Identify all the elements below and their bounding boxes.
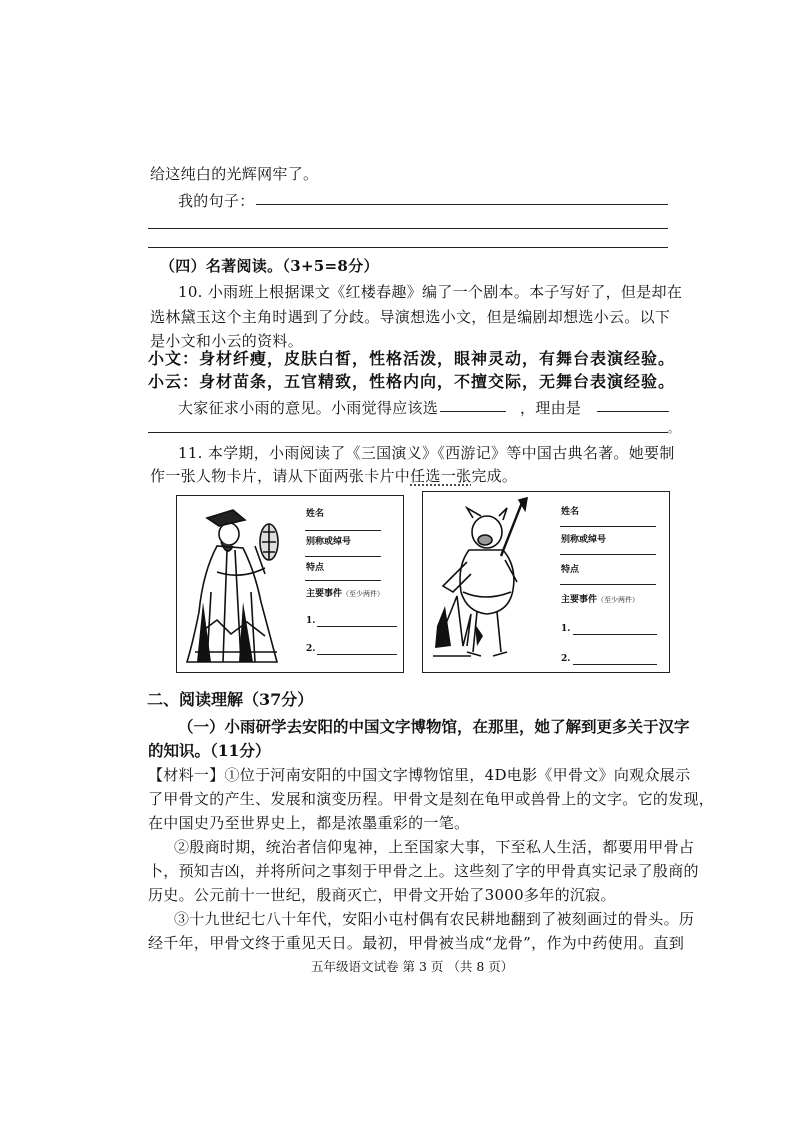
card2-trait-label: 特点 [561, 565, 580, 575]
card1-alias-label: 别称或绰号 [306, 537, 352, 547]
part2-sub1-line2: 的知识。（11分） [148, 741, 271, 760]
xiaowen-profile: 小文：身材纤瘦，皮肤白皙，性格活泼，眼神灵动，有舞台表演经验。 [148, 349, 676, 368]
card2-events-text: 主要事件 [561, 595, 598, 605]
q9-tail-line: 给这纯白的光辉网牢了。 [150, 165, 319, 183]
q11-line2-b: 完成。 [471, 467, 518, 485]
q10-ask-a: 大家征求小雨的意见。小雨觉得应该选 [178, 399, 439, 417]
card1-item1-label: 1. [306, 616, 316, 626]
card2-name-blank[interactable] [560, 526, 656, 527]
part2-sub1-line1: （一）小雨研学去安阳的中国文字博物馆，在那里，她了解到更多关于汉字 [178, 717, 690, 736]
q10-line3: 是小文和小云的资料。 [150, 332, 304, 350]
character-card-1[interactable] [176, 495, 404, 673]
answer-line-2[interactable] [148, 228, 668, 229]
card1-item1-blank[interactable] [317, 626, 397, 627]
my-sentence-label: 我的句子： [178, 192, 255, 210]
card2-item1-label: 1. [561, 624, 571, 634]
xiaoyun-profile: 小云：身材苗条，五官精致，性格内向，不擅交际，无舞台表演经验。 [148, 372, 676, 391]
scholar-figure-illustration [181, 502, 287, 668]
q10-line1: 10. 小雨班上根据课文《红楼春趣》编了一个剧本。本子写好了，但是却在 [178, 283, 683, 301]
answer-line-1[interactable] [256, 204, 668, 205]
q10-ask-b: ，理由是 [520, 399, 582, 417]
card2-name-label: 姓名 [561, 507, 580, 517]
card1-name-blank[interactable] [305, 530, 381, 531]
card2-events-note: （至少两件） [597, 596, 640, 604]
material1-para1-line1: 【材料一】①位于河南安阳的中国文字博物馆里，4D电影《甲骨文》向观众展示 [148, 766, 691, 784]
q10-end-mark: 。 [668, 422, 680, 435]
card2-item2-blank[interactable] [573, 664, 657, 665]
q11-line2-a: 作一张人物卡片，请从下面两张卡片中 [150, 467, 411, 485]
q11-emphasis: 任选一张 [410, 467, 472, 485]
reason-blank-2[interactable] [148, 432, 668, 433]
card1-events-label [306, 586, 384, 599]
q11-line2 [150, 465, 517, 486]
card1-item2-label: 2. [306, 644, 316, 654]
q10-line2: 选林黛玉这个主角时遇到了分歧。导演想选小文，但是编剧却想选小云。以下 [150, 308, 671, 326]
answer-line-3[interactable] [148, 247, 668, 248]
card2-alias-blank[interactable] [560, 554, 656, 555]
material1-para1-line2: 了甲骨文的产生、发展和演变历程。甲骨文是刻在龟甲或兽骨上的文字。它的发现， [148, 790, 715, 808]
material1-para1-line3: 在中国史乃至世界史上，都是浓墨重彩的一笔。 [148, 814, 470, 832]
q11-line1: 11. 本学期，小雨阅读了《三国演义》《西游记》等中国古典名著。她要制 [178, 444, 675, 462]
card1-events-text: 主要事件 [306, 589, 343, 599]
card1-item2-blank[interactable] [317, 654, 397, 655]
material1-para3-line1: ③十九世纪七八十年代，安阳小屯村偶有农民耕地翻到了被刻画过的骨头。历 [174, 910, 695, 928]
page-footer: 五年级语文试卷 第 3 页 （共 8 页） [311, 959, 514, 974]
card1-alias-blank[interactable] [305, 556, 381, 557]
card2-item2-label: 2. [561, 654, 571, 664]
card2-events-label [561, 592, 639, 605]
reason-blank-1[interactable] [597, 411, 669, 412]
card1-name-label: 姓名 [306, 509, 325, 519]
material1-para3-line2: 经千年，甲骨文终于重见天日。最初，甲骨被当成“龙骨”，作为中药使用。直到 [148, 934, 685, 952]
card2-alias-label: 别称或绰号 [561, 535, 607, 545]
material1-para2-line2: 卜，预知吉凶，并将所问之事刻于甲骨之上。这些刻了字的甲骨真实记录了殷商的 [148, 862, 699, 880]
card1-trait-label: 特点 [306, 563, 325, 573]
choice-blank[interactable] [440, 411, 506, 412]
section4-title: （四）名著阅读。（3+5=8分） [160, 257, 379, 275]
material1-para2-line3: 历史。公元前十一世纪，殷商灭亡，甲骨文开始了3000多年的沉寂。 [148, 886, 616, 904]
card2-item1-blank[interactable] [573, 634, 657, 635]
card2-trait-blank[interactable] [560, 584, 656, 585]
pig-warrior-figure-illustration [427, 496, 545, 668]
part2-title: 二、阅读理解（37分） [147, 690, 314, 709]
card1-trait-blank[interactable] [305, 580, 381, 581]
character-card-2[interactable] [422, 491, 670, 673]
material1-para2-line1: ②殷商时期，统治者信仰鬼神，上至国家大事，下至私人生活，都要用甲骨占 [174, 838, 695, 856]
card1-events-note: （至少两件） [342, 590, 385, 598]
